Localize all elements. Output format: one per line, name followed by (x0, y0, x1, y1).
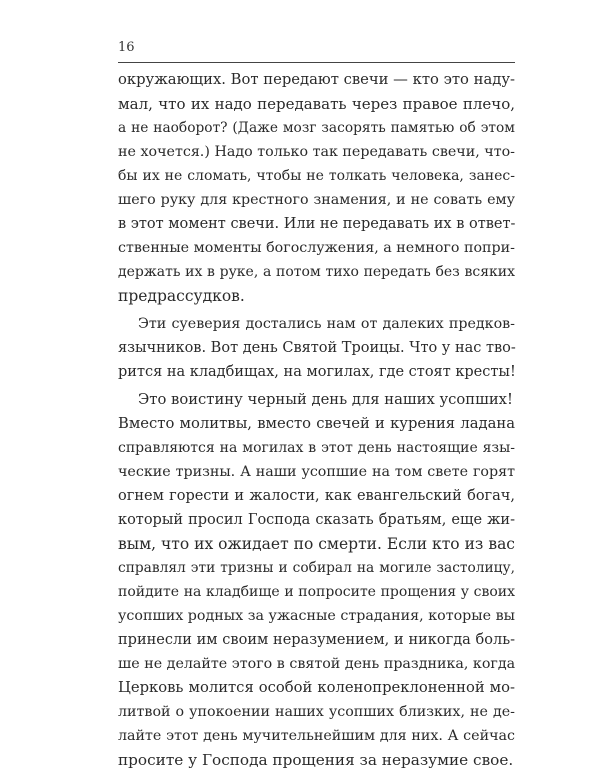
text-line: огнем горести и жалости, как евангельский богач, (118, 488, 515, 504)
text-line: рится на кладбищах, на могилах, где стоят кресты! (118, 364, 516, 380)
text-line: принесли им своим неразумением, и никогда боль- (118, 632, 515, 648)
text-line: ше не делайте этого в святой день праздника, когда (118, 656, 516, 672)
text-line: а не наоборот? (Даже мозг засорять памятью об этом (118, 120, 515, 136)
page-text (118, 68, 515, 772)
text-line: просите у Господа прощения за неразумие свое. (118, 751, 514, 769)
text-line: ческие тризны. А наши усопшие на том свете горят (118, 464, 515, 480)
text-line: бы их не сломать, чтобы не толкать человека, занес- (118, 168, 515, 184)
text-line: литвой о упокоении наших усопших близких, не де- (118, 704, 515, 720)
text-line: предрассудков. (118, 287, 245, 305)
paragraph (118, 68, 515, 308)
text-line: мал, что их надо передавать через правое плечо, (118, 95, 515, 113)
text-line: пойдите на кладбище и попросите прощения у своих (118, 584, 515, 600)
paragraph (118, 312, 515, 384)
text-line: окружающих. Вот передают свечи — кто это наду- (118, 71, 515, 88)
text-line: справлял эти тризны и собирал на могиле застолицу, (118, 560, 515, 576)
text-line: шего руку для крестного знамения, и не совать ему (118, 192, 515, 208)
text-line: в этот момент свечи. Или не передавать их в ответ- (118, 216, 516, 232)
text-line: лайте этот день мучительнейшим для них. А сейчас (118, 728, 515, 744)
text-line: Церковь молится особой коленопреклоненной мо- (118, 679, 515, 696)
text-line: Вместо молитвы, вместо свечей и курения ладана (118, 415, 515, 432)
header-divider (118, 62, 515, 63)
text-line: справляются на могилах в этот день настоящие язы- (118, 440, 515, 456)
text-line: Эти суеверия достались нам от далеких предков- (138, 316, 515, 332)
text-line: не хочется.) Надо только так передавать свечи, что- (118, 144, 515, 160)
text-line: который просил Господа сказать братьям, еще жи- (118, 512, 515, 528)
text-line: Это воистину черный день для наших усопших! (138, 391, 513, 408)
page-number: 16 (118, 40, 135, 55)
text-line: вым, что их ожидает по смерти. Если кто из вас (118, 535, 515, 553)
text-line: усопших родных за ужасные страдания, которые вы (118, 608, 515, 624)
text-line: держать их в руке, а потом тихо передать без всяких (118, 264, 515, 280)
paragraph (118, 388, 515, 772)
text-line: ственные моменты богослужения, а немного попри- (118, 240, 515, 256)
text-line: язычников. Вот день Святой Троицы. Что у нас тво- (118, 340, 516, 356)
